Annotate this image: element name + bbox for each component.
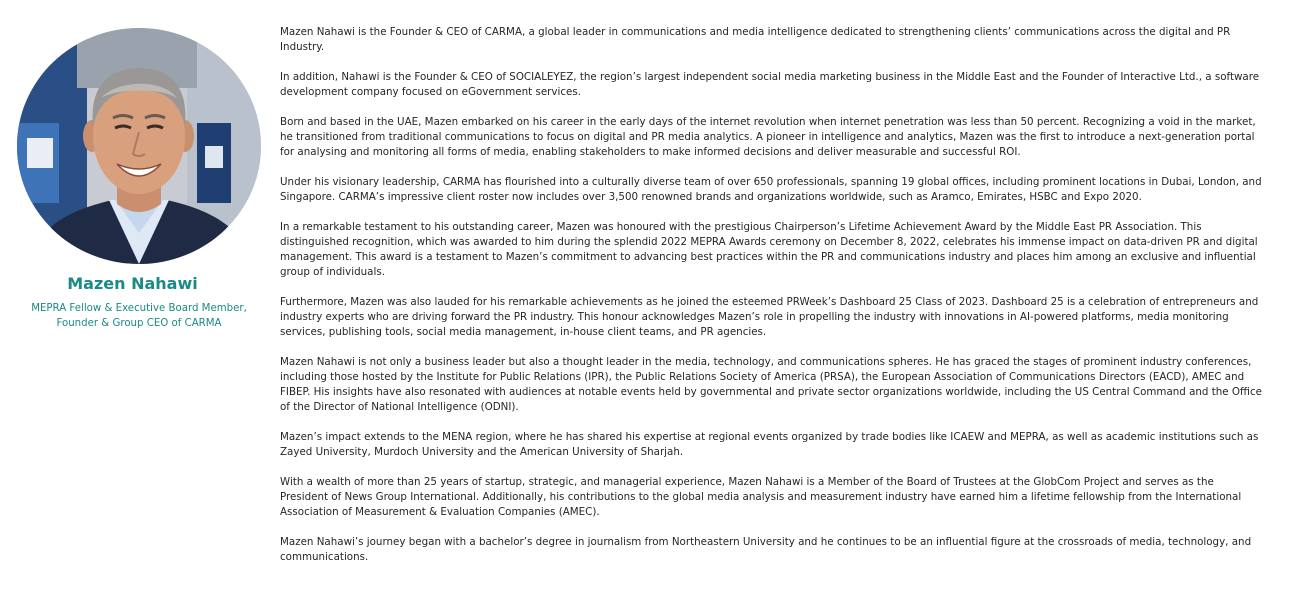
portrait-illustration <box>17 28 261 264</box>
person-title <box>8 302 270 331</box>
bio-paragraph-3: Born and based in the UAE, Mazen embarked on his career in the early days of the internet revolution when internet penetration was less than 50 percent. Recognizing a void in the market, he transitioned from traditional communications to focus on digital and PR media analytics. A pioneer in intelligence and analytics, Mazen was the first to introduce a next-generation portal for analysing and monitoring all forms of media, enabling stakeholders to make informed decisions and deliver measurable and successful ROI. <box>280 116 1256 158</box>
bio-paragraph-7: Mazen Nahawi is not only a business leader but also a thought leader in the media, technology, and communications spheres. He has graced the stages of prominent industry conferences, including those hosted by the Institute for Public Relations (IPR), the Public Relations Society of America (PRSA), the European Association of Communications Directors (EACD), AMEC and FIBEP. His insights have also resonated with audiences at notable events held by governmental and private sector organizations worldwide, including the US Central Command and the Office of the Director of National Intelligence (ODNI). <box>280 356 1262 413</box>
bio-paragraph-6: Furthermore, Mazen was also lauded for his remarkable achievements as he joined the esteemed PRWeek’s Dashboard 25 Class of 2023. Dashboard 25 is a celebration of entrepreneurs and industry experts who are driving forward the PR industry. This honour acknowledges Mazen’s role in propelling the industry with innovations in AI-powered platforms, media monitoring services, publishing tools, social media management, in-house client teams, and PR agencies. <box>280 296 1259 338</box>
person-name: Mazen Nahawi <box>67 274 198 293</box>
bio-paragraph-2: In addition, Nahawi is the Founder & CEO of SOCIALEYEZ, the region’s largest independent social media marketing business in the Middle East and the Founder of Interactive Ltd., a software development company focused on eGovernment services. <box>280 71 1260 98</box>
bio-paragraph-10: Mazen Nahawi’s journey began with a bachelor’s degree in journalism from Northeastern University and he continues to be an influential figure at the crossroads of media, technology, and communications. <box>280 536 1252 563</box>
profile-photo <box>17 28 261 264</box>
bio-paragraph-4: Under his visionary leadership, CARMA has flourished into a culturally diverse team of over 650 professionals, spanning 19 global offices, including prominent locations in Dubai, London, and Singapore. CARMA’s impressive client roster now includes over 3,500 renowned brands and organizations worldwide, such as Aramco, Emirates, HSBC and Expo 2020. <box>280 176 1262 203</box>
bio-paragraph-5: In a remarkable testament to his outstanding career, Mazen was honoured with the prestigious Chairperson’s Lifetime Achievement Award by the Middle East PR Association. This distinguished recognition, which was awarded to him during the splendid 2022 MEPRA Awards ceremony on December 8, 2022, celebrates his immense impact on data-driven PR and digital management. This award is a testament to Mazen’s commitment to advancing best practices within the PR and communications industry and places him among an exclusive and influential group of individuals. <box>280 221 1258 278</box>
profile-card <box>0 0 278 602</box>
person-title-line-2: Founder & Group CEO of CARMA <box>56 317 222 329</box>
bio-paragraph-8: Mazen’s impact extends to the MENA region, where he has shared his expertise at regional events organized by trade bodies like ICAEW and MEPRA, as well as academic institutions such as Zayed University, Murdoch University and the American University of Sharjah. <box>280 431 1259 458</box>
biography <box>280 25 1264 565</box>
person-title-line-1: MEPRA Fellow & Executive Board Member, <box>31 303 247 314</box>
bio-paragraph-1: Mazen Nahawi is the Founder & CEO of CARMA, a global leader in communications and media intelligence dedicated to strengthening clients’ communications across the digital and PR Industry. <box>280 26 1231 53</box>
bio-paragraph-9: With a wealth of more than 25 years of startup, strategic, and managerial experience, Mazen Nahawi is a Member of the Board of Trustees at the GlobCom Project and serves as the President of News Group International. Additionally, his contributions to the global media analysis and measurement industry have earned him a lifetime fellowship from the International Association of Measurement & Evaluation Companies (AMEC). <box>280 476 1242 518</box>
